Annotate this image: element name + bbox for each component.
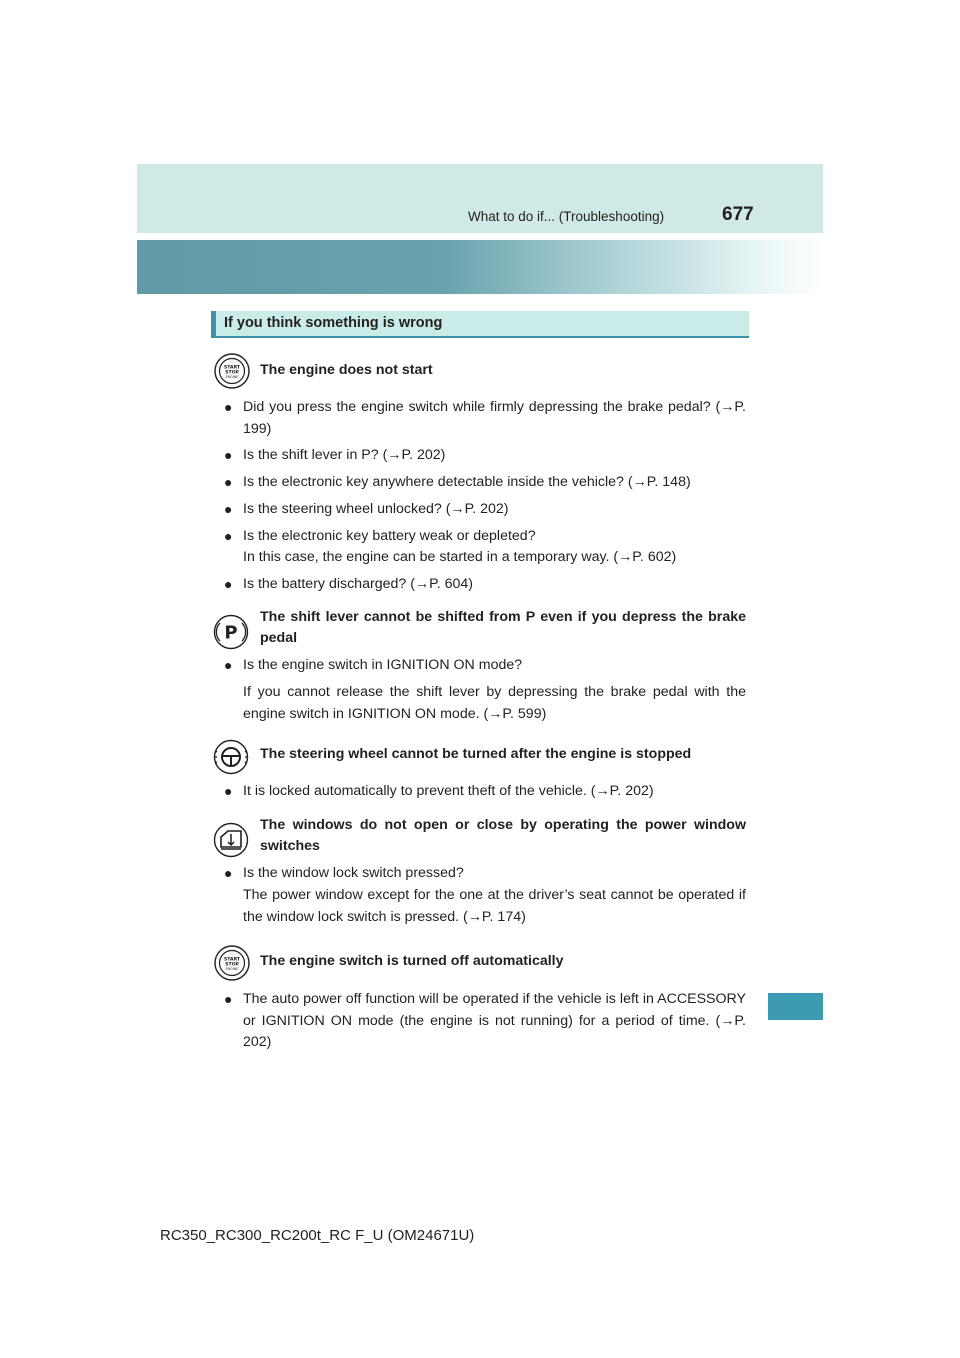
chapter-tab: [768, 993, 823, 1020]
engine-label: ENGINE: [225, 375, 239, 379]
steering-lock-icon: [213, 739, 249, 775]
list-item: Is the window lock switch pressed?: [243, 865, 464, 881]
bullet: ●: [224, 576, 233, 592]
bullet: ●: [224, 991, 233, 1007]
list-item: Is the shift lever in P? (→P. 202): [243, 447, 446, 463]
bullet: ●: [224, 783, 233, 799]
power-window-icon: [213, 822, 249, 858]
heading-auto-power-off: The engine switch is turned off automatically: [260, 953, 564, 969]
bullet: ●: [224, 501, 233, 517]
bullet: ●: [224, 657, 233, 673]
heading-power-windows: The windows do not open or close by operating the power window switches: [260, 817, 746, 854]
engine-label: ENGINE: [225, 967, 239, 971]
heading-shift-lever: The shift lever cannot be shifted from P even if you depress the brake pedal: [260, 609, 746, 646]
list-item: Is the steering wheel unlocked? (→P. 202): [243, 501, 509, 517]
bullet: ●: [224, 399, 233, 415]
park-icon: [213, 614, 249, 650]
park-letter: P: [224, 622, 238, 644]
start-stop-icon: [214, 945, 250, 981]
list-item: Is the electronic key battery weak or depleted?: [243, 528, 536, 544]
stop-label: STOP: [225, 962, 239, 968]
list-item: Is the battery discharged? (→P. 604): [243, 576, 474, 592]
bullet: ●: [224, 865, 233, 881]
list-item: The auto power off function will be operated if the vehicle is left in ACCESSORY or IGNITION ON mode (the engine is not running) for a period of time. (→P. 202): [243, 991, 746, 1050]
bullet: ●: [224, 447, 233, 463]
start-label: START: [223, 957, 241, 963]
list-item: Did you press the engine switch while firmly depressing the brake pedal? (→P. 199): [243, 399, 746, 437]
heading-engine-does-not-start: The engine does not start: [260, 362, 433, 378]
list-item-detail: In this case, the engine can be started in a temporary way. (→P. 602): [243, 549, 677, 565]
footer-model-code: RC350_RC300_RC200t_RC F_U (OM24671U): [160, 1227, 475, 1244]
start-stop-icon: [214, 353, 250, 389]
list-item-detail: The power window except for the one at the driver’s seat cannot be operated if the window lock switch is pressed. (→P. 174): [243, 887, 746, 925]
page-number: 677: [722, 204, 754, 225]
gradient-banner: [137, 240, 823, 294]
bullet: ●: [224, 474, 233, 490]
stop-label: STOP: [225, 370, 239, 376]
list-item-detail: If you cannot release the shift lever by depressing the brake pedal with the engine switch in IGNITION ON mode. (→P. 599): [243, 684, 746, 722]
chapter-title: What to do if... (Troubleshooting): [468, 209, 665, 224]
list-item: Is the electronic key anywhere detectable inside the vehicle? (→P. 148): [243, 474, 691, 490]
bullet: ●: [224, 528, 233, 544]
start-label: START: [223, 365, 241, 371]
list-item: Is the engine switch in IGNITION ON mode?: [243, 657, 523, 673]
section-title: If you think something is wrong: [224, 315, 443, 331]
heading-steering-wheel: The steering wheel cannot be turned after the engine is stopped: [260, 746, 692, 762]
section-header: [211, 311, 749, 338]
list-item: It is locked automatically to prevent theft of the vehicle. (→P. 202): [243, 783, 654, 799]
